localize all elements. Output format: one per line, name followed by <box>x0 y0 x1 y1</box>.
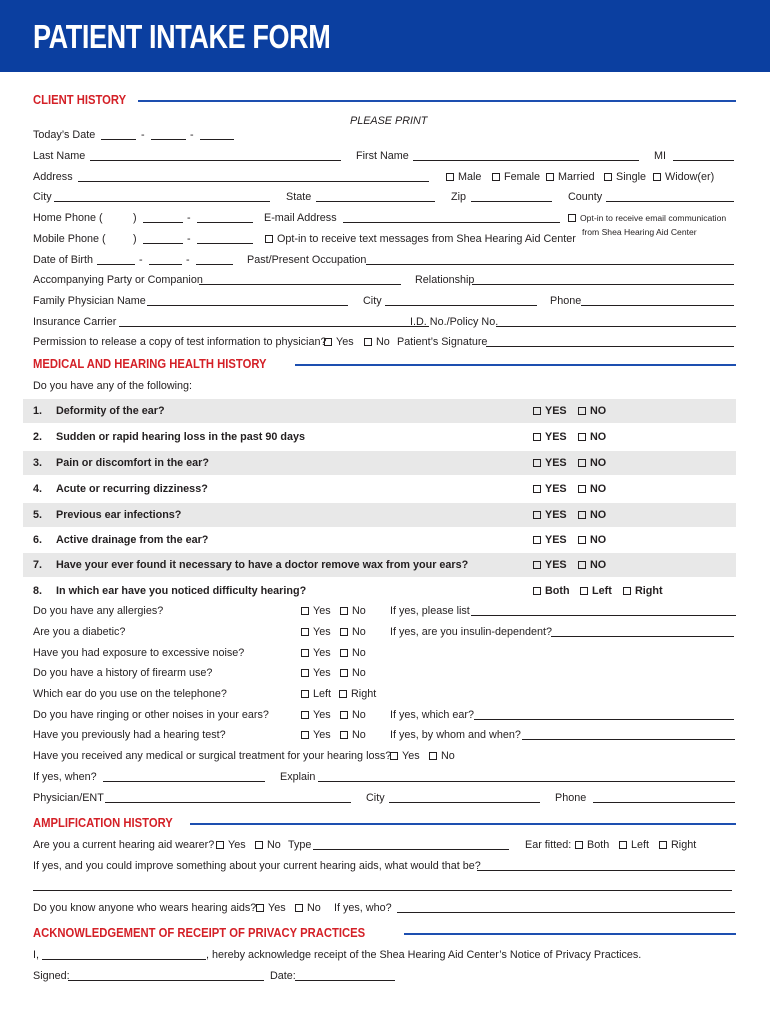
physician-field[interactable] <box>147 305 348 306</box>
checkbox[interactable] <box>578 433 586 441</box>
dash: - <box>139 254 143 266</box>
no-option[interactable]: No <box>340 646 366 660</box>
checkbox[interactable] <box>301 649 309 657</box>
patient-signature-field[interactable] <box>486 346 734 347</box>
yes-option[interactable]: Yes <box>390 749 420 763</box>
mobile-phone-label: Mobile Phone ( <box>33 233 106 245</box>
no-option[interactable]: No <box>340 666 366 680</box>
checkbox[interactable] <box>580 587 588 595</box>
checkbox[interactable] <box>301 690 309 698</box>
no-option[interactable]: NO <box>578 533 606 547</box>
section-divider <box>295 364 737 366</box>
noise-label: Have you had exposure to excessive noise? <box>33 647 245 659</box>
checkbox[interactable] <box>578 407 586 415</box>
left-option[interactable]: Left <box>301 687 331 701</box>
yes-option[interactable]: Yes <box>301 646 331 660</box>
left-option[interactable]: Left <box>580 584 612 598</box>
checkbox[interactable] <box>533 587 541 595</box>
improve-label: If yes, and you could improve something about your current hearing aids, what would that be? <box>33 860 481 872</box>
yes-option[interactable]: Yes <box>301 708 331 722</box>
firearm-row <box>33 666 736 680</box>
widow-option[interactable]: Widow(er) <box>653 170 714 184</box>
single-option[interactable]: Single <box>604 170 646 184</box>
checkbox[interactable] <box>324 338 332 346</box>
who-field[interactable] <box>397 912 735 913</box>
section-medical-history <box>33 356 736 372</box>
type-label: Type <box>288 839 312 851</box>
wearer-row <box>33 838 736 852</box>
i-label: I, <box>33 949 39 961</box>
checkbox[interactable] <box>255 841 263 849</box>
left-option[interactable]: Left <box>619 838 649 852</box>
firearm-label: Do you have a history of firearm use? <box>33 667 213 679</box>
home-phone-line-field[interactable] <box>197 222 253 223</box>
telephone-ear-label: Which ear do you use on the telephone? <box>33 688 227 700</box>
diabetic-label: Are you a diabetic? <box>33 626 126 638</box>
page-title: PATIENT INTAKE FORM <box>33 18 331 55</box>
if-yes-when-label: If yes, when? <box>33 771 97 783</box>
home-phone-prefix-field[interactable] <box>143 222 183 223</box>
checkbox[interactable] <box>256 904 264 912</box>
question-text: Acute or recurring dizziness? <box>56 483 208 495</box>
yes-option[interactable]: Yes <box>301 604 331 618</box>
header-banner <box>0 0 770 72</box>
hearing-test-row <box>33 728 736 742</box>
address-field[interactable] <box>78 181 429 182</box>
last-name-field[interactable] <box>90 160 341 161</box>
checkbox[interactable] <box>619 841 627 849</box>
allergies-followup-label: If yes, please list <box>390 605 470 617</box>
yes-option[interactable]: YES <box>533 430 567 444</box>
mobile-phone-prefix-field[interactable] <box>143 243 183 244</box>
checkbox[interactable] <box>659 841 667 849</box>
checkbox[interactable] <box>533 536 541 544</box>
hearing-test-followup-label: If yes, by whom and when? <box>390 729 521 741</box>
question-number: 8. <box>33 585 43 597</box>
permission-label: Permission to release a copy of test information to physician? <box>33 336 327 348</box>
zip-label: Zip <box>451 191 466 203</box>
yes-option[interactable]: Yes <box>301 666 331 680</box>
permission-row <box>33 335 736 349</box>
checkbox[interactable] <box>295 904 303 912</box>
yes-option[interactable]: Yes <box>256 901 286 915</box>
signature-label: Patient’s Signature <box>397 336 488 348</box>
name-row <box>33 149 736 163</box>
question-row <box>23 425 736 449</box>
no-option[interactable]: No <box>340 708 366 722</box>
yes-option[interactable]: Yes <box>301 728 331 742</box>
checkbox[interactable] <box>301 731 309 739</box>
hearing-aid-type-field[interactable] <box>313 849 509 850</box>
checkbox[interactable] <box>578 511 586 519</box>
email-label: E-mail Address <box>264 212 337 224</box>
county-label: County <box>568 191 603 203</box>
hearing-test-whom-field[interactable] <box>522 739 735 740</box>
ringing-row <box>33 708 736 722</box>
address-label: Address <box>33 171 73 183</box>
physician-phone-label: Phone <box>550 295 582 307</box>
checkbox[interactable] <box>653 173 661 181</box>
last-name-label: Last Name <box>33 150 86 162</box>
checkbox[interactable] <box>604 173 612 181</box>
todays-date-row <box>33 128 736 142</box>
acknowledgement-statement: , hereby acknowledge receipt of the Shea Hearing Aid Center’s Notice of Privacy Practices. <box>206 949 642 961</box>
todays-date-day-field[interactable] <box>151 139 186 140</box>
know-anyone-row <box>33 901 736 915</box>
home-phone-label: Home Phone ( <box>33 212 103 224</box>
county-field[interactable] <box>606 201 734 202</box>
ent-phone-field[interactable] <box>593 802 735 803</box>
no-option[interactable]: No <box>340 604 366 618</box>
checkbox[interactable] <box>340 731 348 739</box>
yes-option[interactable]: YES <box>533 404 567 418</box>
checkbox[interactable] <box>429 752 437 760</box>
mobile-phone-row <box>33 232 736 246</box>
checkbox[interactable] <box>340 669 348 677</box>
no-option[interactable]: No <box>340 728 366 742</box>
section-title: ACKNOWLEDGEMENT OF RECEIPT OF PRIVACY PRACTICES <box>33 926 366 940</box>
yes-option[interactable]: Yes <box>216 838 246 852</box>
noise-row <box>33 646 736 660</box>
physician-ent-label: Physician/ENT <box>33 792 104 804</box>
todays-date-month-field[interactable] <box>101 139 136 140</box>
right-option[interactable]: Right <box>623 584 663 598</box>
policy-label: I.D. No./Policy No. <box>410 316 499 328</box>
telephone-ear-row <box>33 687 736 701</box>
treatment-label: Have you received any medical or surgical treatment for your hearing loss? <box>33 750 392 762</box>
question-number: 4. <box>33 483 43 495</box>
accompanying-field[interactable] <box>199 284 401 285</box>
email-optin-text-2: from Shea Hearing Aid Center <box>582 227 697 237</box>
ringing-ear-field[interactable] <box>474 719 734 720</box>
physician-city-label: City <box>363 295 382 307</box>
checkbox[interactable] <box>533 511 541 519</box>
question-number: 1. <box>33 405 43 417</box>
right-option[interactable]: Right <box>659 838 696 852</box>
dash: - <box>141 129 145 141</box>
question-number: 2. <box>33 431 43 443</box>
both-option[interactable]: Both <box>533 584 570 598</box>
explain-field[interactable] <box>318 781 735 782</box>
wearer-label: Are you a current hearing aid wearer? <box>33 839 215 851</box>
checkbox[interactable] <box>340 607 348 615</box>
question-text: Deformity of the ear? <box>56 405 165 417</box>
checkbox[interactable] <box>623 587 631 595</box>
date-label: Date: <box>270 970 296 982</box>
ent-city-label: City <box>366 792 385 804</box>
checkbox[interactable] <box>301 669 309 677</box>
yes-option[interactable]: Yes <box>301 625 331 639</box>
diabetic-followup-label: If yes, are you insulin-dependent? <box>390 626 553 638</box>
checkbox[interactable] <box>533 485 541 493</box>
allergies-list-field[interactable] <box>471 615 736 616</box>
question-text: Previous ear infections? <box>56 509 182 521</box>
physician-row <box>33 294 736 308</box>
insurance-field[interactable] <box>119 326 429 327</box>
question-row <box>23 503 736 527</box>
if-yes-who-label: If yes, who? <box>334 902 392 914</box>
text-optin-option[interactable]: Opt-in to receive text messages from Shea Hearing Aid Center <box>265 232 576 246</box>
checkbox[interactable] <box>340 628 348 636</box>
physician-label: Family Physician Name <box>33 295 146 307</box>
section-divider <box>190 823 736 825</box>
no-option[interactable]: NO <box>578 558 606 572</box>
checkbox[interactable] <box>340 711 348 719</box>
checkbox[interactable] <box>216 841 224 849</box>
acknowledgement-name-field[interactable] <box>42 959 206 960</box>
treatment-row <box>33 749 736 763</box>
know-anyone-label: Do you know anyone who wears hearing aids? <box>33 902 257 914</box>
acknowledgement-row <box>33 948 736 962</box>
zip-field[interactable] <box>471 201 552 202</box>
allergies-row <box>33 604 736 618</box>
checkbox[interactable] <box>301 607 309 615</box>
state-label: State <box>286 191 312 203</box>
checkbox[interactable] <box>578 561 586 569</box>
question-row <box>23 579 736 603</box>
no-option[interactable]: NO <box>578 482 606 496</box>
checkbox[interactable] <box>578 536 586 544</box>
email-field[interactable] <box>343 222 560 223</box>
question-number: 6. <box>33 534 43 546</box>
policy-field[interactable] <box>496 326 736 327</box>
medical-intro: Do you have any of the following: <box>33 380 193 392</box>
section-title: AMPLIFICATION HISTORY <box>33 816 173 830</box>
mobile-phone-line-field[interactable] <box>197 243 253 244</box>
section-divider <box>138 100 736 102</box>
insulin-field[interactable] <box>551 636 734 637</box>
first-name-field[interactable] <box>413 160 639 161</box>
question-row <box>23 399 736 423</box>
section-client-history <box>33 92 736 108</box>
checkbox[interactable] <box>364 338 372 346</box>
home-phone-row <box>33 211 736 225</box>
physician-phone-field[interactable] <box>581 305 734 306</box>
city-row <box>33 190 736 204</box>
insurance-row <box>33 315 736 329</box>
dob-month-field[interactable] <box>97 264 135 265</box>
city-field[interactable] <box>54 201 270 202</box>
yes-option[interactable]: YES <box>533 508 567 522</box>
paren-close: ) <box>133 233 137 245</box>
mi-label: MI <box>654 150 666 162</box>
treatment-when-row <box>33 770 736 784</box>
dash: - <box>187 212 191 224</box>
male-option[interactable]: Male <box>446 170 481 184</box>
married-option[interactable]: Married <box>546 170 595 184</box>
dob-day-field[interactable] <box>149 264 182 265</box>
checkbox[interactable] <box>390 752 398 760</box>
section-title: CLIENT HISTORY <box>33 93 127 107</box>
yes-option[interactable]: YES <box>533 533 567 547</box>
paren-close: ) <box>133 212 137 224</box>
checkbox[interactable] <box>301 711 309 719</box>
diabetic-row <box>33 625 736 639</box>
please-print-row <box>33 114 736 128</box>
explain-label: Explain <box>280 771 316 783</box>
no-option[interactable]: NO <box>578 456 606 470</box>
question-number: 7. <box>33 559 43 571</box>
hearing-test-label: Have you previously had a hearing test? <box>33 729 226 741</box>
insurance-label: Insurance Carrier <box>33 316 117 328</box>
question-text: Active drainage from the ear? <box>56 534 209 546</box>
question-number: 3. <box>33 457 43 469</box>
signed-field[interactable] <box>68 980 264 981</box>
improve-continued-row <box>33 879 736 893</box>
physician-ent-field[interactable] <box>105 802 351 803</box>
first-name-label: First Name <box>356 150 409 162</box>
permission-no-option[interactable]: No <box>364 335 390 349</box>
no-option[interactable]: NO <box>578 508 606 522</box>
right-option[interactable]: Right <box>339 687 376 701</box>
please-print-note: PLEASE PRINT <box>350 115 428 127</box>
checkbox[interactable] <box>533 459 541 467</box>
question-row <box>23 477 736 501</box>
mi-field[interactable] <box>673 160 734 161</box>
ringing-label: Do you have ringing or other noises in your ears? <box>33 709 269 721</box>
dash: - <box>190 129 194 141</box>
improve-row <box>33 859 736 873</box>
dob-year-field[interactable] <box>196 264 233 265</box>
improve-field[interactable] <box>477 870 735 871</box>
question-text: Pain or discomfort in the ear? <box>56 457 209 469</box>
dash: - <box>186 254 190 266</box>
checkbox[interactable] <box>301 628 309 636</box>
question-text: Sudden or rapid hearing loss in the past 90 days <box>56 431 305 443</box>
physician-ent-row <box>33 791 736 805</box>
ent-city-field[interactable] <box>389 802 540 803</box>
treatment-when-field[interactable] <box>103 781 265 782</box>
yes-option[interactable]: YES <box>533 482 567 496</box>
no-option[interactable]: No <box>340 625 366 639</box>
ent-phone-label: Phone <box>555 792 587 804</box>
allergies-label: Do you have any allergies? <box>33 605 164 617</box>
checkbox[interactable] <box>575 841 583 849</box>
checkbox[interactable] <box>492 173 500 181</box>
ear-fitted-label: Ear fitted: <box>525 839 572 851</box>
checkbox[interactable] <box>340 649 348 657</box>
accompanying-row <box>33 273 736 287</box>
email-optin-option[interactable]: Opt-in to receive email communication <box>568 213 726 224</box>
address-row <box>33 170 736 184</box>
checkbox[interactable] <box>533 433 541 441</box>
question-row <box>23 528 736 552</box>
section-amplification-history <box>33 815 736 831</box>
checkbox[interactable] <box>533 407 541 415</box>
dob-row <box>33 253 736 267</box>
accompanying-label: Accompanying Party or Companion <box>33 274 203 286</box>
no-option[interactable]: NO <box>578 430 606 444</box>
checkbox[interactable] <box>533 561 541 569</box>
occupation-field[interactable] <box>366 264 734 265</box>
checkbox[interactable] <box>546 173 554 181</box>
state-field[interactable] <box>316 201 435 202</box>
dash: - <box>187 233 191 245</box>
no-option[interactable]: No <box>295 901 321 915</box>
section-divider <box>404 933 736 935</box>
relationship-field[interactable] <box>472 284 734 285</box>
checkbox[interactable] <box>578 485 586 493</box>
yes-option[interactable]: YES <box>533 558 567 572</box>
relationship-label: Relationship <box>415 274 475 286</box>
no-option[interactable]: No <box>429 749 455 763</box>
checkbox[interactable] <box>265 235 273 243</box>
both-option[interactable]: Both <box>575 838 609 852</box>
checkbox[interactable] <box>446 173 454 181</box>
no-option[interactable]: NO <box>578 404 606 418</box>
female-option[interactable]: Female <box>492 170 540 184</box>
checkbox[interactable] <box>339 690 347 698</box>
medical-intro-row <box>33 379 736 393</box>
signed-label: Signed: <box>33 970 70 982</box>
occupation-label: Past/Present Occupation <box>247 254 367 266</box>
question-row <box>23 451 736 475</box>
question-number: 5. <box>33 509 43 521</box>
permission-yes-option[interactable]: Yes <box>324 335 354 349</box>
question-text: Have your ever found it necessary to have a doctor remove wax from your ears? <box>56 559 469 571</box>
improve-field-continued[interactable] <box>33 890 732 891</box>
todays-date-label: Today’s Date <box>33 129 96 141</box>
section-acknowledgement <box>33 925 736 941</box>
ringing-followup-label: If yes, which ear? <box>390 709 475 721</box>
question-row <box>23 553 736 577</box>
question-text: In which ear have you noticed difficulty hearing? <box>56 585 307 597</box>
checkbox[interactable] <box>568 214 576 222</box>
yes-option[interactable]: YES <box>533 456 567 470</box>
physician-city-field[interactable] <box>385 305 537 306</box>
section-title: MEDICAL AND HEARING HEALTH HISTORY <box>33 357 267 371</box>
checkbox[interactable] <box>578 459 586 467</box>
signed-row <box>33 969 736 983</box>
no-option[interactable]: No <box>255 838 281 852</box>
date-field[interactable] <box>295 980 395 981</box>
todays-date-year-field[interactable] <box>200 139 234 140</box>
city-label: City <box>33 191 52 203</box>
dob-label: Date of Birth <box>33 254 94 266</box>
